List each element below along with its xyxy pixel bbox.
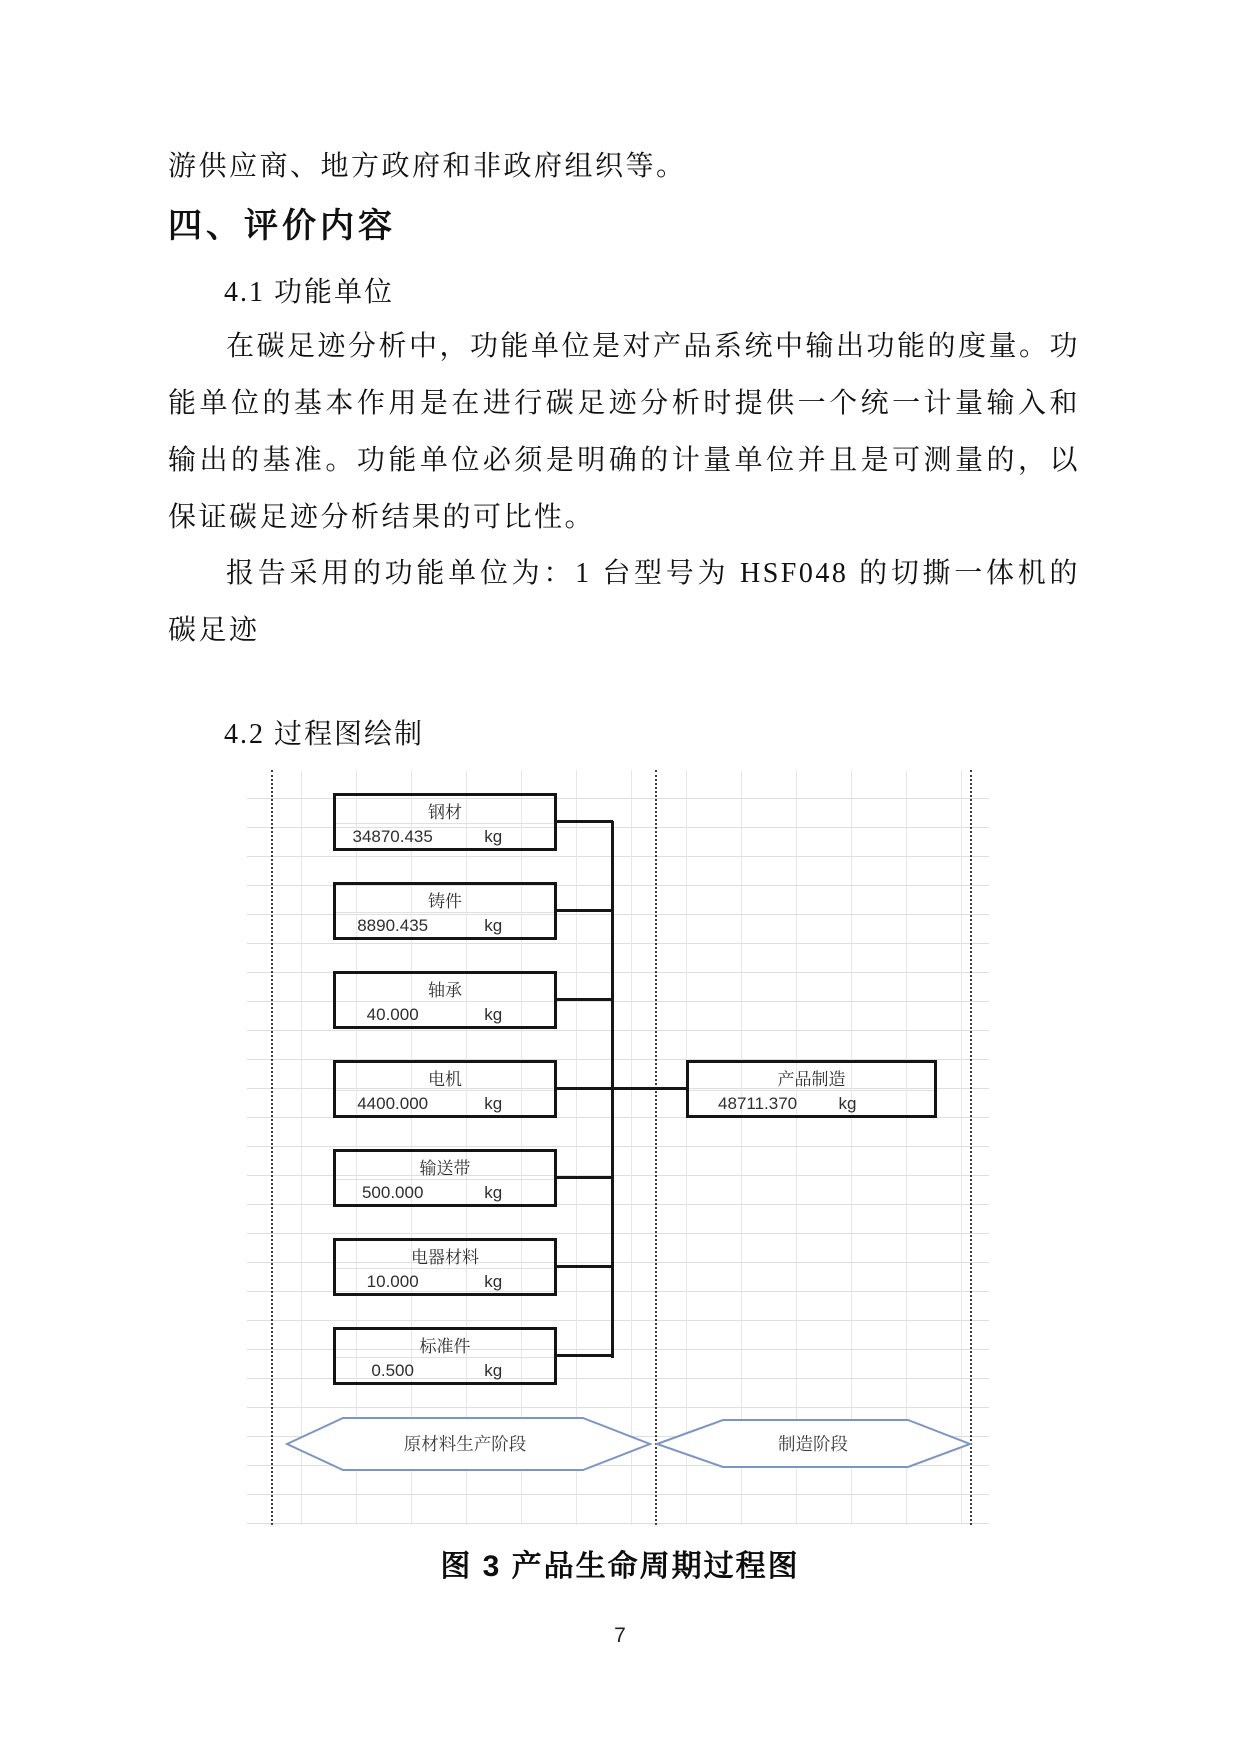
phase-boundary-line-left [271,770,273,1525]
phase-boundary-line-middle [655,770,657,1525]
section-heading: 四、评价内容 [168,207,396,245]
paragraph-functional-unit-definition: 报告采用的功能单位为：1 台型号为 HSF048 的切撕一体机的碳足迹 [168,558,1080,646]
stage-banner-raw-materials [275,1415,657,1473]
material-value: 10.000 [366,1272,419,1291]
material-value: 4400.000 [357,1094,429,1113]
material-name: 输送带 [336,1152,554,1180]
material-unit: kg [484,1361,503,1380]
product-manufacturing-box [686,1060,937,1118]
material-box-castings [333,882,557,940]
page-number: 7 [614,1624,626,1647]
connector-bearings [555,998,613,1001]
figure-caption: 图 3 产品生命周期过程图 [440,1550,800,1583]
product-unit: kg [838,1094,857,1113]
connector-motor-to-product [555,1087,686,1090]
stage-label-manufacturing: 制造阶段 [778,1434,848,1454]
product-name: 产品制造 [689,1063,934,1091]
connector-standard-parts [555,1354,613,1357]
connector-conveyor [555,1176,613,1179]
material-name: 轴承 [336,974,554,1002]
material-box-electrical-materials [333,1238,557,1296]
product-value: 48711.370 [718,1094,798,1113]
connector-steel [555,820,613,823]
stage-banner-manufacturing [652,1415,974,1473]
material-box-standard-parts [333,1327,557,1385]
material-unit: kg [484,1094,503,1113]
process-flow-diagram [247,770,989,1525]
material-unit: kg [484,1005,503,1024]
subsection-4-2-title: 4.2 过程图绘制 [224,719,425,750]
material-value: 0.500 [371,1361,414,1380]
material-name: 电机 [336,1063,554,1091]
material-unit: kg [484,827,503,846]
material-name: 标准件 [336,1330,554,1358]
material-box-steel [333,793,557,851]
stage-label-raw-materials: 原材料生产阶段 [403,1434,527,1454]
material-box-motor [333,1060,557,1118]
subsection-4-1-title: 4.1 功能单位 [224,277,395,308]
material-value: 8890.435 [357,916,429,935]
material-box-conveyor-belt [333,1149,557,1207]
material-box-bearings [333,971,557,1029]
paragraph-functional-unit: 在碳足迹分析中，功能单位是对产品系统中输出功能的度量。功能单位的基本作用是在进行碳足迹分析时提供一个统一计量输入和输出的基准。功能单位必须是明确的计量单位并且是可测量的，以保证碳足迹分析结果的可比性。 [168,331,1081,533]
material-name: 钢材 [336,796,554,824]
material-value: 500.000 [361,1183,424,1202]
material-value: 40.000 [366,1005,419,1024]
phase-boundary-line-right [970,770,972,1525]
material-value: 34870.435 [352,827,433,846]
material-name: 铸件 [336,885,554,913]
intro-line: 游供应商、地方政府和非政府组织等。 [168,151,687,182]
connector-electrical [555,1265,613,1268]
material-unit: kg [484,916,503,935]
material-name: 电器材料 [336,1241,554,1269]
material-unit: kg [484,1183,503,1202]
material-unit: kg [484,1272,503,1291]
connector-castings [555,909,613,912]
